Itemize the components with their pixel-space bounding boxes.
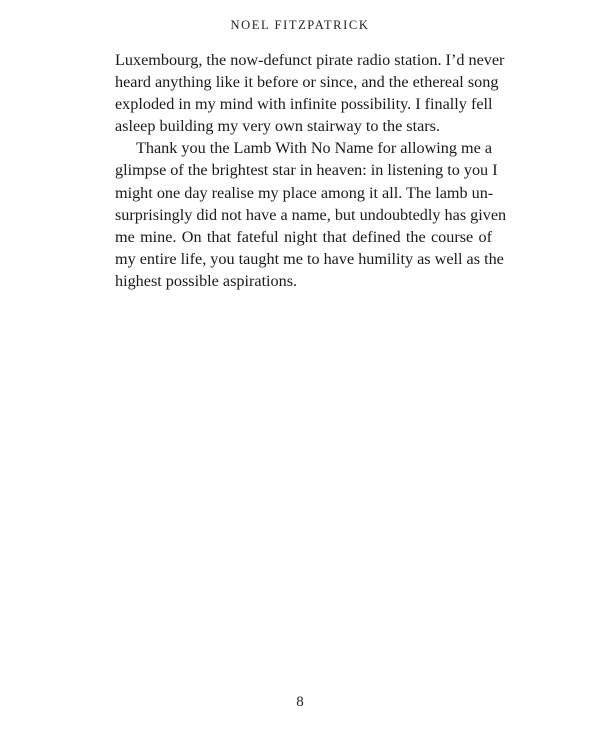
- text-line: exploded in my mind with infinite possibility. I finally fell: [115, 95, 493, 114]
- page-number: 8: [296, 694, 304, 710]
- paragraph-2: [115, 137, 507, 292]
- text-line: asleep building my very own stairway to the stars.: [115, 117, 441, 136]
- paragraph-1: [115, 49, 505, 137]
- text-line: Luxembourg, the now-defunct pirate radio station. I’d never: [115, 51, 505, 69]
- text-line: me mine. On that fateful night that defined the course of: [115, 227, 492, 246]
- body-text: [115, 49, 507, 292]
- text-line: heard anything like it before or since, and the ethereal song: [115, 73, 499, 92]
- text-line: my entire life, you taught me to have humility as well as the: [115, 249, 504, 268]
- text-line: surprisingly did not have a name, but undoubtedly has given: [115, 205, 507, 224]
- running-head: NOEL FITZPATRICK: [230, 18, 370, 32]
- text-line: highest possible aspirations.: [115, 271, 298, 290]
- text-line: Thank you the Lamb With No Name for allowing me a: [136, 139, 492, 158]
- text-line: glimpse of the brightest star in heaven: in listening to you I: [115, 161, 498, 180]
- text-line: might one day realise my place among it all. The lamb un-: [115, 183, 494, 202]
